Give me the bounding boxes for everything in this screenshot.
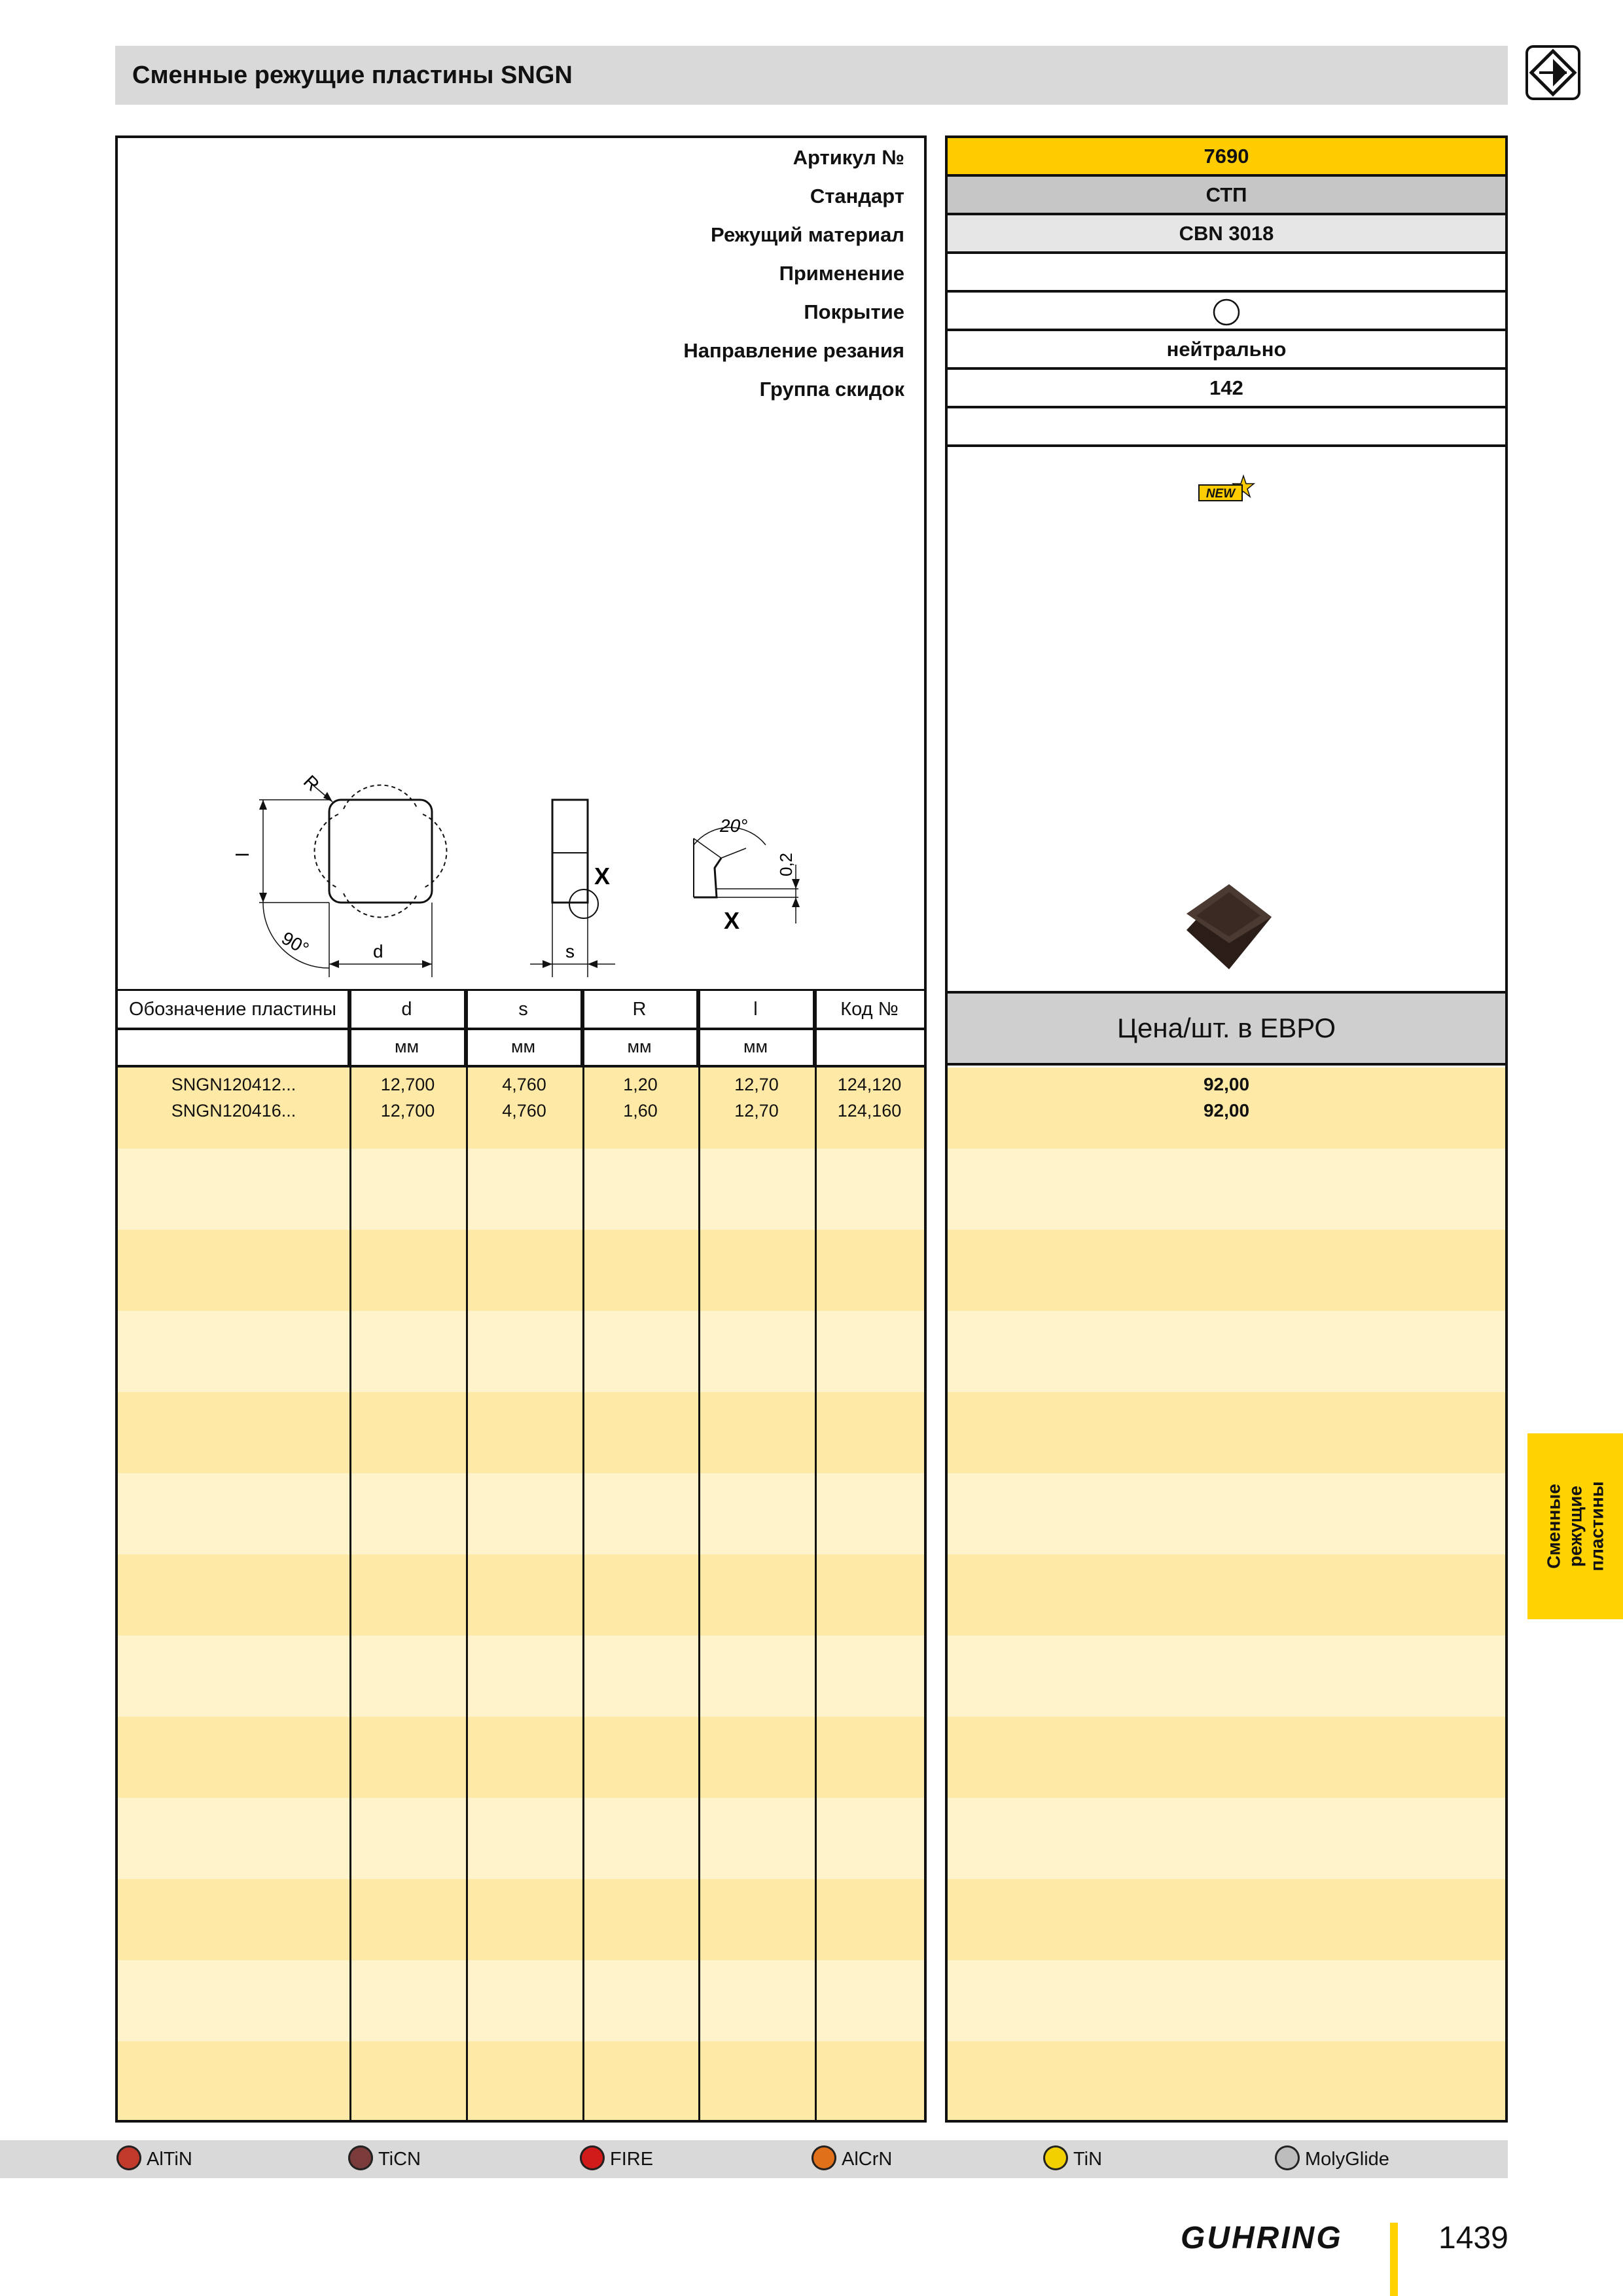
table-row-2-s: 4,760 (502, 1101, 546, 1121)
table-stripe (118, 1960, 924, 2041)
insert-photo (1177, 878, 1281, 976)
label-d: d (373, 941, 383, 961)
unit-r: мм (582, 1028, 698, 1066)
label-coating: Покрытие (804, 300, 904, 323)
tin-coating-icon (1043, 2145, 1068, 2170)
unit-code (815, 1028, 924, 1066)
table-stripe (948, 1473, 1505, 1554)
legend-item-fire (580, 2140, 653, 2178)
table-stripe (948, 1392, 1505, 1473)
table-stripe (948, 1149, 1505, 1230)
brand-logo: GUHRING (1181, 2221, 1343, 2255)
left-panel (115, 135, 927, 2123)
table-stripe (118, 2041, 924, 2120)
legend-label: TiN (1073, 2149, 1103, 2170)
label-discount-group: Группа скидок (759, 378, 904, 401)
price-row-2: 92,00 (1203, 1100, 1250, 1121)
legend-item-tin (1043, 2140, 1102, 2178)
col-header-s: s (466, 991, 582, 1028)
new-badge-text: NEW (1205, 487, 1236, 501)
table-stripe (948, 1960, 1505, 2041)
coating-legend (0, 2140, 1508, 2178)
table-stripe (948, 1636, 1505, 1717)
material-value: CBN 3018 (948, 215, 1505, 254)
uncoated-circle-icon (1212, 298, 1241, 327)
table-row-1-d: 12,700 (380, 1075, 435, 1094)
table-row-2-d: 12,700 (380, 1101, 435, 1121)
insert-dimension-diagram (118, 138, 924, 989)
side-tab[interactable] (1527, 1433, 1623, 1619)
unit-designation (118, 1028, 349, 1066)
unit-l: мм (698, 1028, 815, 1066)
label-x-side: X (594, 863, 611, 889)
table-stripe (948, 1879, 1505, 1960)
table-stripe (948, 1311, 1505, 1392)
table-stripe (118, 1311, 924, 1392)
side-tab-line-2: режущие (1565, 1485, 1586, 1568)
price-row-1: 92,00 (1203, 1074, 1250, 1094)
legend-item-molyglide (1275, 2140, 1389, 2178)
legend-label: TiCN (378, 2149, 421, 2170)
legend-label: FIRE (610, 2149, 654, 2170)
article-value: 7690 (948, 138, 1505, 177)
col-header-d: d (349, 991, 466, 1028)
label-standard: Стандарт (810, 185, 904, 207)
label-dim-02: 0,2 (776, 852, 796, 876)
table-stripe (118, 1392, 924, 1473)
table-stripe (948, 1230, 1505, 1311)
label-angle-20: 20° (720, 816, 748, 836)
unit-d: мм (349, 1028, 466, 1066)
divider (815, 991, 817, 2120)
title-bar (115, 46, 1508, 105)
direction-value: нейтрально (948, 331, 1505, 370)
table-row-1-s: 4,760 (502, 1075, 546, 1094)
table-row-1-l: 12,70 (734, 1075, 779, 1094)
legend-item-altin (116, 2140, 192, 2178)
table-row-2-code: 124,160 (837, 1101, 902, 1121)
discount-group-value: 142 (948, 370, 1505, 408)
col-header-designation: Обозначение пластины (118, 991, 349, 1028)
table-row-1-designation: SNGN120412... (171, 1075, 296, 1094)
legend-label: AlTiN (147, 2149, 192, 2170)
divider (698, 991, 700, 2120)
legend-label: MolyGlide (1305, 2149, 1389, 2170)
molyglide-coating-icon (1275, 2145, 1300, 2170)
right-panel (945, 135, 1508, 2123)
table-stripe (118, 1636, 924, 1717)
side-tab-line-1: Сменные (1543, 1484, 1564, 1569)
table-stripe (118, 1554, 924, 1636)
table-stripe (118, 1149, 924, 1230)
application-value (948, 254, 1505, 293)
fire-coating-icon (580, 2145, 605, 2170)
table-stripe (948, 1554, 1505, 1636)
table-stripe (118, 1717, 924, 1798)
side-tab-line-3: пластины (1586, 1481, 1607, 1571)
col-header-l: l (698, 991, 815, 1028)
label-direction: Направление резания (683, 339, 904, 362)
label-r: R (299, 771, 323, 795)
altin-coating-icon (116, 2145, 141, 2170)
table-row-1-r: 1,20 (623, 1075, 658, 1094)
coating-value (948, 293, 1505, 331)
col-header-r: R (582, 991, 698, 1028)
label-material: Режущий материал (711, 223, 904, 246)
side-tab-label (1543, 1435, 1608, 1618)
label-application: Применение (779, 262, 904, 285)
table-row-2-r: 1,60 (623, 1101, 658, 1121)
legend-item-ticn (348, 2140, 421, 2178)
label-x-detail: X (724, 907, 740, 934)
guhring-diamond-icon (1525, 45, 1581, 101)
divider (466, 991, 468, 2120)
page-number: 1439 (1438, 2221, 1508, 2255)
legend-label: AlCrN (842, 2149, 893, 2170)
label-s: s (565, 941, 575, 961)
alcrn-coating-icon (812, 2145, 836, 2170)
divider (582, 991, 584, 2120)
table-stripe (118, 1879, 924, 1960)
table-stripe (118, 1798, 924, 1879)
table-stripe (948, 1717, 1505, 1798)
table-stripe (118, 1473, 924, 1554)
new-badge (1198, 473, 1257, 506)
table-row-2-designation: SNGN120416... (171, 1101, 296, 1121)
table-stripe (948, 1798, 1505, 1879)
table-row-1-code: 124,120 (837, 1075, 902, 1094)
table-stripe (948, 2041, 1505, 2120)
empty-row (948, 408, 1505, 447)
label-article: Артикул № (793, 146, 904, 169)
divider (349, 991, 351, 2120)
col-header-code: Код № (840, 999, 899, 1020)
table-stripe (118, 1230, 924, 1311)
label-angle-90: 90° (278, 927, 313, 960)
price-header: Цена/шт. в ЕВРО (948, 991, 1505, 1066)
ticn-coating-icon (348, 2145, 373, 2170)
table-row-2-l: 12,70 (734, 1101, 779, 1121)
divider (118, 1028, 924, 1030)
page-title: Сменные режущие пластины SNGN (132, 62, 573, 89)
divider (1390, 2223, 1398, 2296)
label-l: l (232, 852, 253, 857)
standard-value: СТП (948, 177, 1505, 215)
unit-s: мм (466, 1028, 582, 1066)
legend-item-alcrn (812, 2140, 892, 2178)
